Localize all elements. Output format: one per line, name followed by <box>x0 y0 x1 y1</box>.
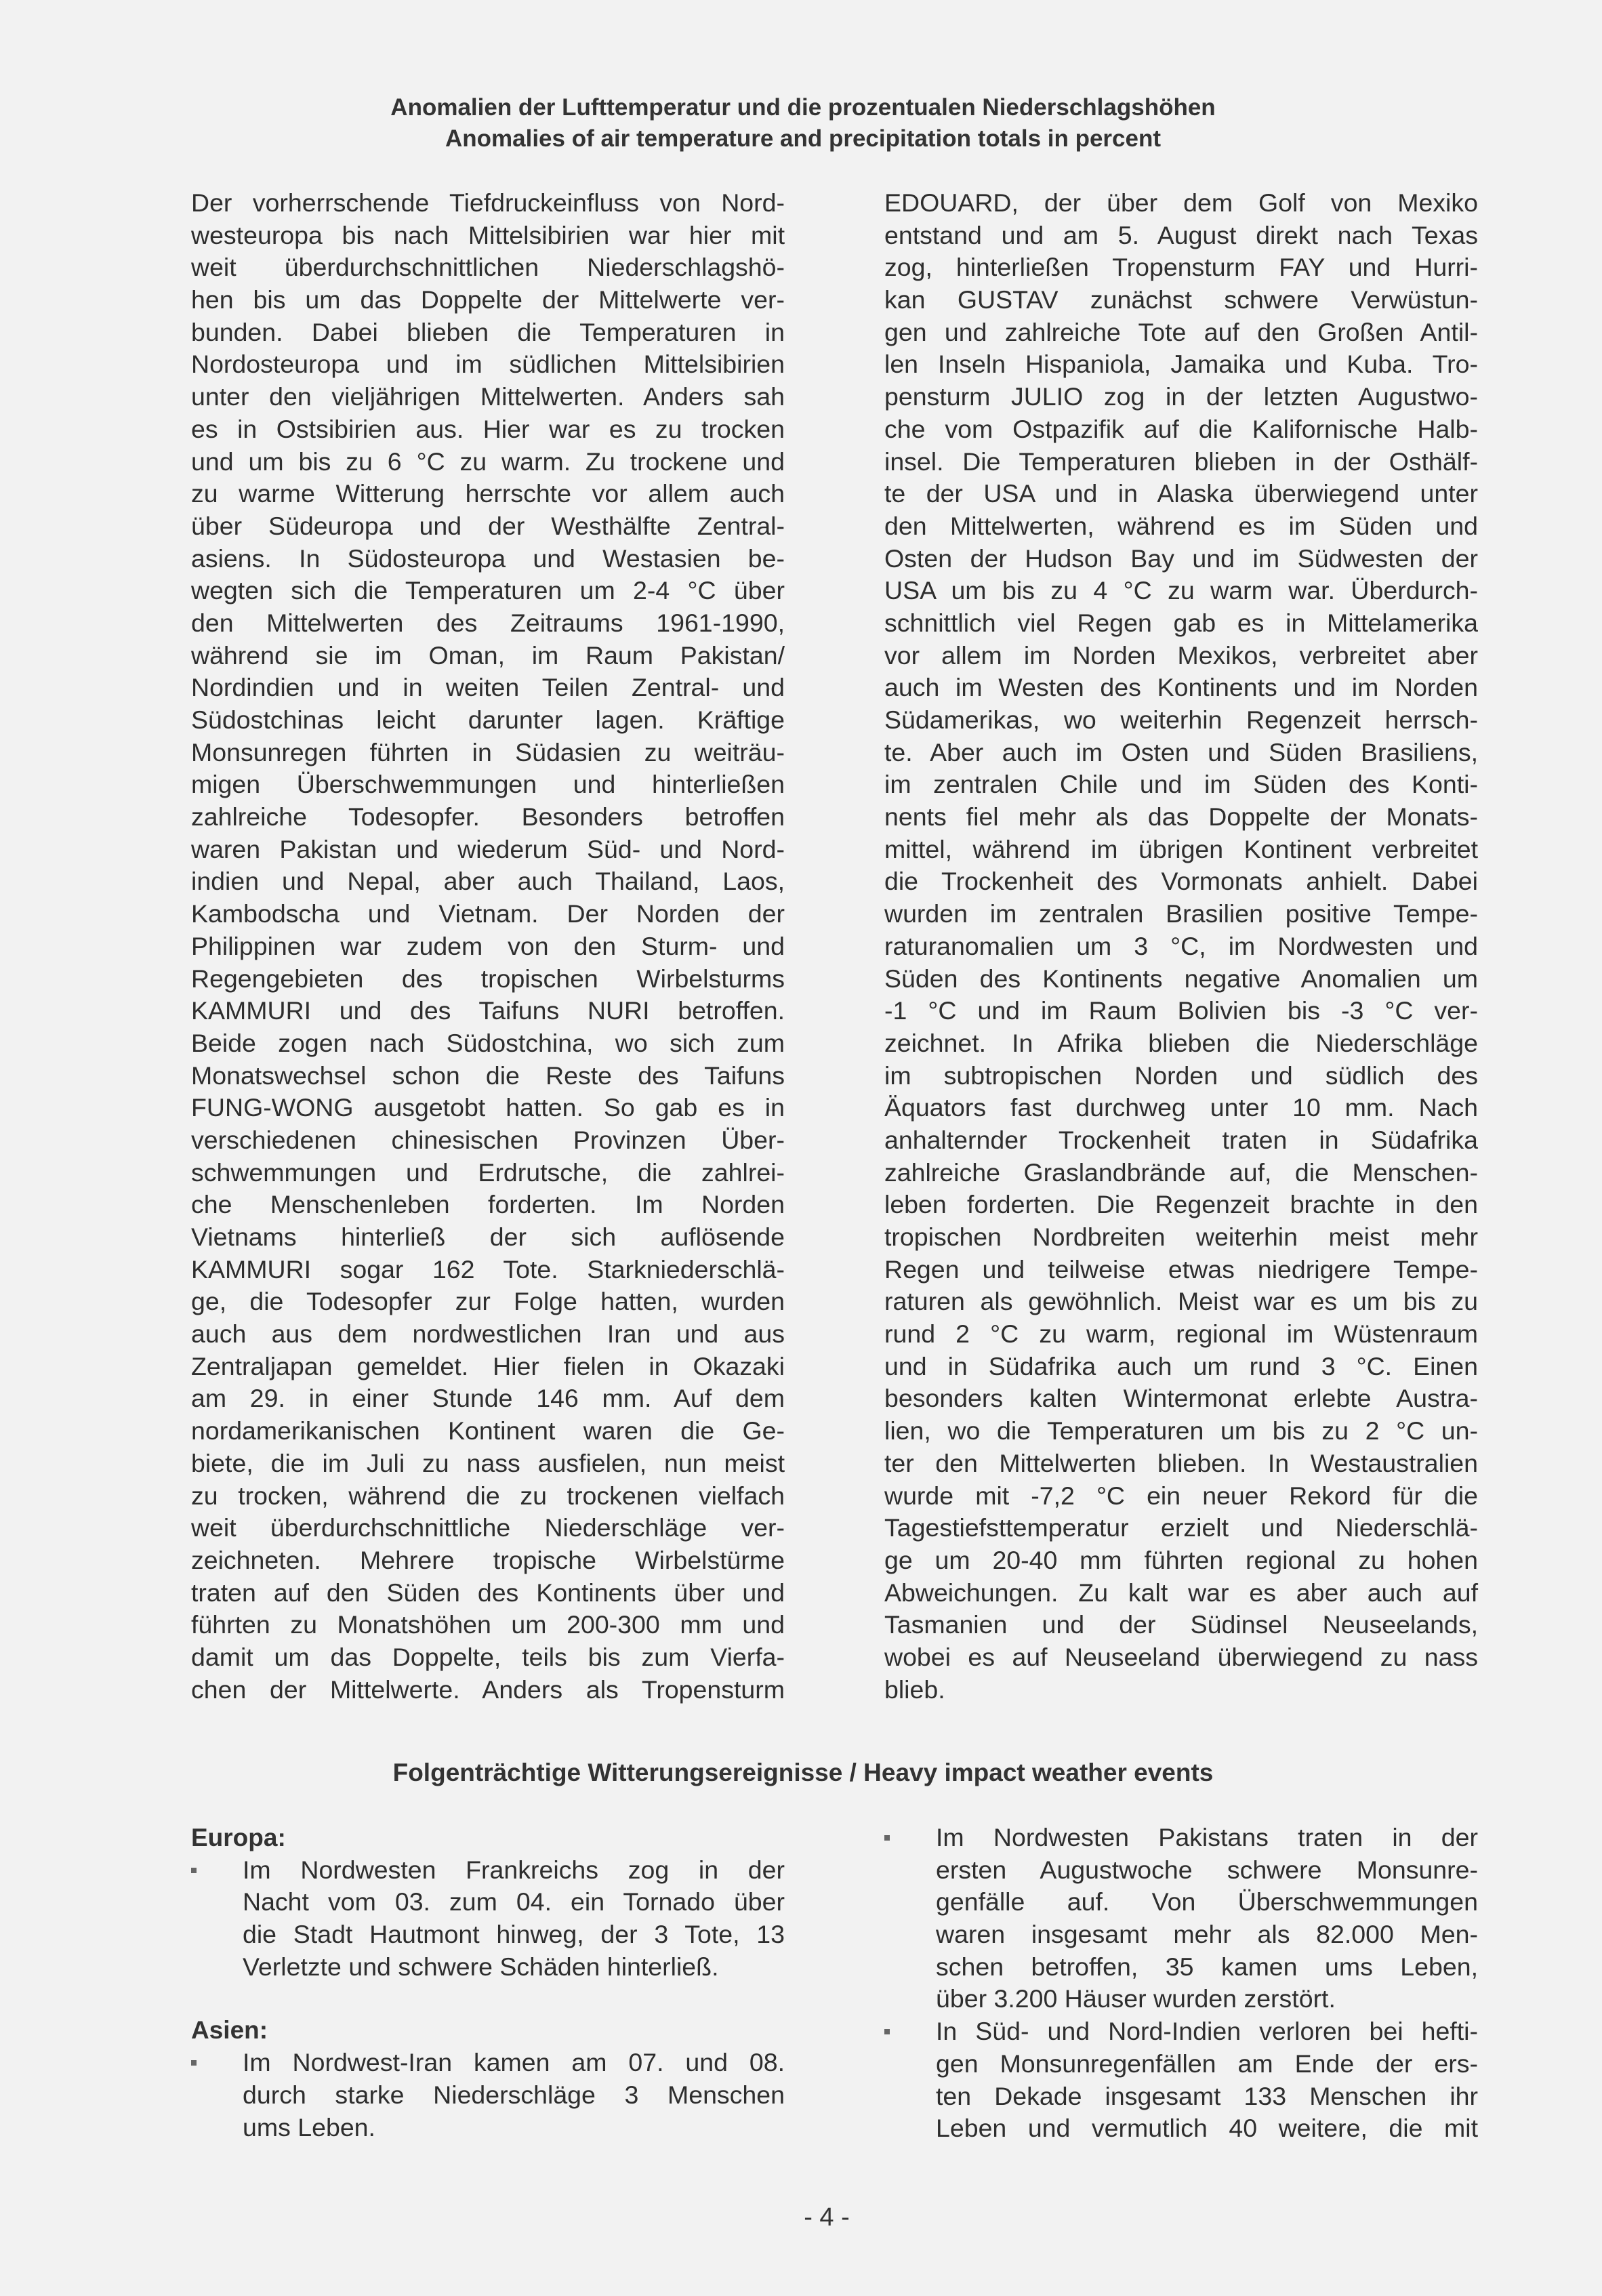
text-line: Tasmanien und der Südinsel Neuseelands, <box>884 1610 1478 1639</box>
text-line: Südamerikas, wo weiterhin Regenzeit herrsch- <box>884 705 1478 734</box>
text-line: vor allem im Norden Mexikos, verbreitet aber <box>884 640 1478 670</box>
event-item-europe <box>191 1854 785 1984</box>
left-text-column <box>191 187 785 1706</box>
text-line: tropischen Nordbreiten weiterhin meist mehr <box>884 1223 1478 1251</box>
text-line: genfälle auf. Von Überschwemmungen <box>936 1887 1478 1916</box>
text-line: während sie im Oman, im Raum Pakistan/ <box>191 640 785 670</box>
text-line: damit um das Doppelte, teils bis zum Vierfa- <box>191 1642 785 1671</box>
text-line: biete, die im Juli zu nass ausfielen, nun meist <box>191 1448 785 1477</box>
text-line: weit überdurchschnittliche Niederschläge ver- <box>191 1513 785 1542</box>
page-title-english: Anomalies of air temperature and precipitation totals in percent <box>445 125 1162 152</box>
text-line: Nordosteuropa und im südlichen Mittelsibirien <box>191 350 785 379</box>
text-line: Im Nordwesten Pakistans traten in der <box>936 1823 1478 1851</box>
text-line: che vom Ostpazifik auf die Kalifornische Halb- <box>884 414 1478 443</box>
text-line: schnittlich viel Regen gab es in Mittelamerika <box>884 608 1478 637</box>
text-line: ersten Augustwoche schwere Monsunre- <box>936 1855 1478 1884</box>
event-text <box>243 1854 785 1984</box>
text-line: bunden. Dabei blieben die Temperaturen in <box>191 317 785 346</box>
text-line: ums Leben. <box>243 2112 375 2141</box>
text-line: raturanomalien um 3 °C, im Nordwesten und <box>884 931 1478 960</box>
text-line: lien, wo die Temperaturen um bis zu 2 °C un- <box>884 1416 1478 1446</box>
events-left-column <box>191 1822 785 2144</box>
event-item-pakistan <box>884 1822 1478 2015</box>
text-line: Vietnams hinterließ der sich auflösende <box>191 1223 785 1251</box>
text-line: zeichneten. Mehrere tropische Wirbelstürme <box>191 1545 785 1574</box>
text-line: waren insgesamt mehr als 82.000 Men- <box>936 1920 1478 1949</box>
text-line: im subtropischen Norden und südlich des <box>884 1061 1478 1090</box>
events-section-title: Folgenträchtige Witterungsereignisse / Heavy impact weather events <box>392 1759 1214 1786</box>
text-line: Äquators fast durchweg unter 10 mm. Nach <box>884 1093 1478 1122</box>
text-line: waren Pakistan und wiederum Süd- und Nord- <box>191 834 785 863</box>
text-line: Nacht vom 03. zum 04. ein Tornado über <box>243 1887 785 1916</box>
text-line: EDOUARD, der über dem Golf von Mexiko <box>884 188 1478 217</box>
text-line: den Mittelwerten des Zeitraums 1961-1990, <box>191 608 785 637</box>
text-line: Im Nordwesten Frankreichs zog in der <box>243 1855 785 1884</box>
text-line: nents fiel mehr als das Doppelte der Monats- <box>884 802 1478 832</box>
text-line: FUNG-WONG ausgetobt hatten. So gab es in <box>191 1093 785 1122</box>
text-line: zeichnet. In Afrika blieben die Niederschläge <box>884 1028 1478 1057</box>
text-line: die Stadt Hautmont hinweg, der 3 Tote, 13 <box>243 1920 785 1949</box>
text-line: am 29. in einer Stunde 146 mm. Auf dem <box>191 1384 785 1413</box>
text-line: wobei es auf Neuseeland überwiegend zu nass <box>884 1642 1478 1671</box>
page-title-german: Anomalien der Lufttemperatur und die prozentualen Niederschlagshöhen <box>390 94 1216 121</box>
text-line: es in Ostsibirien aus. Hier war es zu trocken <box>191 414 785 443</box>
right-text-column <box>884 187 1478 1706</box>
text-line: Zentraljapan gemeldet. Hier fielen in Okazaki <box>191 1351 785 1380</box>
text-line: chen der Mittelwerte. Anders als Tropensturm <box>191 1675 785 1704</box>
text-line: gen Monsunregenfällen am Ende der ers- <box>936 2049 1478 2078</box>
text-line: gen und zahlreiche Tote auf den Großen Antil- <box>884 317 1478 346</box>
text-line: Osten der Hudson Bay und im Südwesten der <box>884 544 1478 573</box>
text-line: ge, die Todesopfer zur Folge hatten, wurden <box>191 1287 785 1316</box>
text-line: Leben und vermutlich 40 weitere, die mit <box>936 2114 1478 2143</box>
text-line: -1 °C und im Raum Bolivien bis -3 °C ver- <box>884 996 1478 1025</box>
text-line: die Trockenheit des Vormonats anhielt. Dabei <box>884 867 1478 896</box>
text-line: auch im Westen des Kontinents und im Norden <box>884 673 1478 702</box>
event-text <box>936 2015 1478 2145</box>
text-line: KAMMURI sogar 162 Tote. Starkniederschlä- <box>191 1254 785 1284</box>
text-line: hen bis um das Doppelte der Mittelwerte ver- <box>191 285 785 314</box>
bullet-icon <box>191 1868 197 1873</box>
text-line: nordamerikanischen Kontinent waren die Ge- <box>191 1416 785 1446</box>
text-line: leben forderten. Die Regenzeit brachte in den <box>884 1190 1478 1219</box>
text-line: zu trocken, während die zu trockenen vielfach <box>191 1481 785 1510</box>
text-line: wurde mit -7,2 °C ein neuer Rekord für die <box>884 1481 1478 1510</box>
text-line: unter den vieljährigen Mittelwerten. Anders sah <box>191 382 785 411</box>
text-line: entstand und am 5. August direkt nach Texas <box>884 220 1478 249</box>
text-line: ge um 20-40 mm führten regional zu hohen <box>884 1545 1478 1574</box>
text-line: Im Nordwest-Iran kamen am 07. und 08. <box>243 2048 785 2077</box>
page-number: - 4 - <box>804 2203 850 2232</box>
text-line: Philippinen war zudem von den Sturm- und <box>191 931 785 960</box>
text-line: pensturm JULIO zog in der letzten Augustwo- <box>884 382 1478 411</box>
text-line: westeuropa bis nach Mittelsibirien war hier mit <box>191 220 785 249</box>
event-text <box>936 1822 1478 2015</box>
text-line: Regengebieten des tropischen Wirbelsturms <box>191 964 785 993</box>
text-line: ter den Mittelwerten blieben. In Westaustralien <box>884 1448 1478 1477</box>
text-line: kan GUSTAV zunächst schwere Verwüstun- <box>884 285 1478 314</box>
bullet-icon <box>884 2029 890 2034</box>
text-line: len Inseln Hispaniola, Jamaika und Kuba. Tro- <box>884 350 1478 379</box>
text-line: zog, hinterließen Tropensturm FAY und Hurri- <box>884 253 1478 282</box>
text-line: führten zu Monatshöhen um 200-300 mm und <box>191 1610 785 1639</box>
text-line: te der USA und in Alaska überwiegend unter <box>884 479 1478 508</box>
text-line: den Mittelwerten, während es im Süden und <box>884 511 1478 540</box>
text-line: wurden im zentralen Brasilien positive Tempe- <box>884 899 1478 928</box>
text-line: indien und Nepal, aber auch Thailand, Laos, <box>191 867 785 896</box>
text-line: auch aus dem nordwestlichen Iran und aus <box>191 1319 785 1349</box>
text-line: schen betroffen, 35 kamen ums Leben, <box>936 1952 1478 1981</box>
text-line: im zentralen Chile und im Süden des Konti- <box>884 770 1478 799</box>
text-line: weit überdurchschnittlichen Niederschlagshö- <box>191 253 785 282</box>
text-line: Beide zogen nach Südostchina, wo sich zum <box>191 1028 785 1057</box>
text-line: durch starke Niederschläge 3 Menschen <box>243 2080 785 2109</box>
text-line: zu warme Witterung herrschte vor allem auch <box>191 479 785 508</box>
text-line: che Menschenleben forderten. Im Norden <box>191 1190 785 1219</box>
text-line: In Süd- und Nord-Indien verloren bei hefti- <box>936 2017 1478 2046</box>
text-line: mittel, während im übrigen Kontinent verbreitet <box>884 834 1478 863</box>
text-line: Verletzte und schwere Schäden hinterließ. <box>243 1952 719 1981</box>
text-line: Monsunregen führten in Südasien zu weiträu- <box>191 737 785 766</box>
event-item-asia <box>191 2047 785 2144</box>
bullet-icon <box>884 1835 890 1841</box>
text-line: zahlreiche Graslandbrände auf, die Menschen- <box>884 1157 1478 1187</box>
region-heading-europe: Europa: <box>191 1824 286 1851</box>
text-line: Nordindien und in weiten Teilen Zentral- und <box>191 673 785 702</box>
text-line: Abweichungen. Zu kalt war es aber auch auf <box>884 1578 1478 1607</box>
text-line: Monatswechsel schon die Reste des Taifuns <box>191 1061 785 1090</box>
text-line: zahlreiche Todesopfer. Besonders betroffen <box>191 802 785 832</box>
text-line: te. Aber auch im Osten und Süden Brasiliens, <box>884 737 1478 766</box>
text-line: USA um bis zu 4 °C zu warm war. Überdurch- <box>884 576 1478 605</box>
text-line: und in Südafrika auch um rund 3 °C. Einen <box>884 1351 1478 1380</box>
text-line: Süden des Kontinents negative Anomalien um <box>884 964 1478 993</box>
text-line: über Südeuropa und der Westhälfte Zentral- <box>191 511 785 540</box>
text-line: Regen und teilweise etwas niedrigere Tempe- <box>884 1254 1478 1284</box>
events-right-column <box>884 1822 1478 2145</box>
text-line: ten Dekade insgesamt 133 Menschen ihr <box>936 2081 1478 2110</box>
text-line: KAMMURI und des Taifuns NURI betroffen. <box>191 996 785 1025</box>
text-line: Der vorherrschende Tiefdruckeinfluss von Nord- <box>191 188 785 217</box>
region-heading-asia: Asien: <box>191 2016 268 2045</box>
text-line: rund 2 °C zu warm, regional im Wüstenraum <box>884 1319 1478 1349</box>
text-line: insel. Die Temperaturen blieben in der Osthälf- <box>884 447 1478 476</box>
text-line: Kambodscha und Vietnam. Der Norden der <box>191 899 785 928</box>
text-line: wegten sich die Temperaturen um 2-4 °C über <box>191 576 785 605</box>
text-line: Südostchinas leicht darunter lagen. Kräftige <box>191 705 785 734</box>
text-line: blieb. <box>884 1675 945 1704</box>
text-line: asiens. In Südosteuropa und Westasien be- <box>191 544 785 573</box>
text-line: schwemmungen und Erdrutsche, die zahlrei- <box>191 1157 785 1187</box>
bullet-icon <box>191 2060 197 2066</box>
text-line: Tagestiefsttemperatur erzielt und Niederschlä- <box>884 1513 1478 1542</box>
event-item-india <box>884 2015 1478 2145</box>
text-line: besonders kalten Wintermonat erlebte Austra- <box>884 1384 1478 1413</box>
text-line: migen Überschwemmungen und hinterließen <box>191 770 785 799</box>
text-line: und um bis zu 6 °C zu warm. Zu trockene und <box>191 447 785 476</box>
text-line: raturen als gewöhnlich. Meist war es um bis zu <box>884 1287 1478 1316</box>
event-text <box>243 2047 785 2144</box>
text-line: verschiedenen chinesischen Provinzen Über- <box>191 1125 785 1154</box>
text-line: anhalternder Trockenheit traten in Südafrika <box>884 1125 1478 1154</box>
text-line: über 3.200 Häuser wurden zerstört. <box>936 1984 1336 2013</box>
text-line: traten auf den Süden des Kontinents über und <box>191 1578 785 1607</box>
